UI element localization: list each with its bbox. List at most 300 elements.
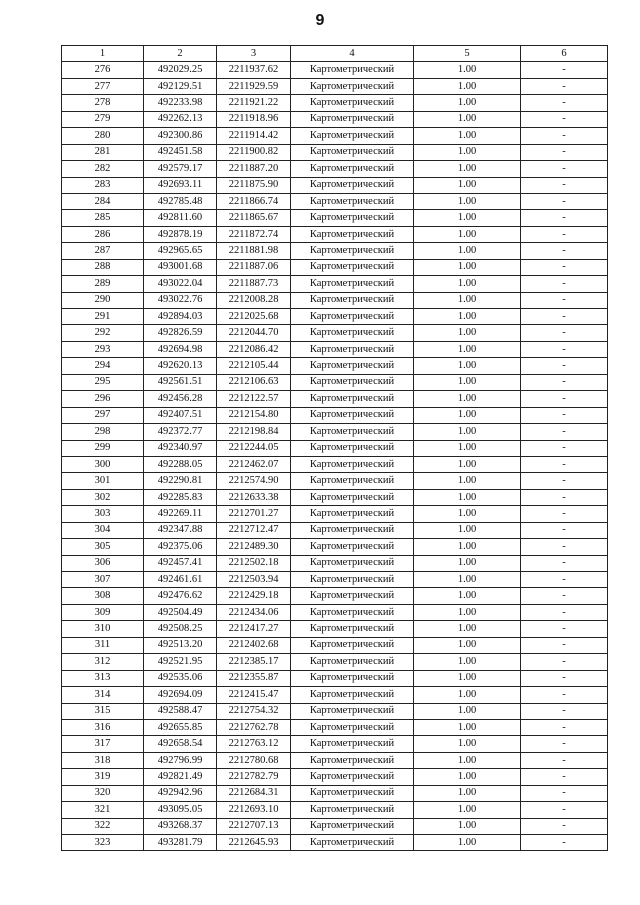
table-row [62, 407, 608, 423]
note-cell: - [521, 325, 608, 341]
x-coordinate-cell: 492694.09 [144, 687, 217, 703]
accuracy-cell: 1.00 [414, 177, 521, 193]
accuracy-cell: 1.00 [414, 621, 521, 637]
method-cell: Картометрический [291, 489, 414, 505]
method-cell: Картометрический [291, 719, 414, 735]
note-cell: - [521, 539, 608, 555]
table-row [62, 177, 608, 193]
y-coordinate-cell: 2212385.17 [217, 654, 291, 670]
point-number-cell: 304 [62, 522, 144, 538]
note-cell: - [521, 407, 608, 423]
y-coordinate-cell: 2211921.22 [217, 95, 291, 111]
point-number-cell: 280 [62, 128, 144, 144]
x-coordinate-cell: 492588.47 [144, 703, 217, 719]
point-number-cell: 303 [62, 506, 144, 522]
accuracy-cell: 1.00 [414, 802, 521, 818]
accuracy-cell: 1.00 [414, 687, 521, 703]
note-cell: - [521, 440, 608, 456]
note-cell: - [521, 259, 608, 275]
table-row [62, 128, 608, 144]
y-coordinate-cell: 2211865.67 [217, 210, 291, 226]
x-coordinate-cell: 492508.25 [144, 621, 217, 637]
note-cell: - [521, 341, 608, 357]
note-cell: - [521, 489, 608, 505]
accuracy-cell: 1.00 [414, 193, 521, 209]
x-coordinate-cell: 492457.41 [144, 555, 217, 571]
point-number-cell: 306 [62, 555, 144, 571]
x-coordinate-cell: 492561.51 [144, 374, 217, 390]
accuracy-cell: 1.00 [414, 407, 521, 423]
column-header: 3 [217, 46, 291, 62]
note-cell: - [521, 226, 608, 242]
accuracy-cell: 1.00 [414, 292, 521, 308]
method-cell: Картометрический [291, 358, 414, 374]
point-number-cell: 288 [62, 259, 144, 275]
table-row [62, 325, 608, 341]
x-coordinate-cell: 492655.85 [144, 719, 217, 735]
accuracy-cell: 1.00 [414, 670, 521, 686]
y-coordinate-cell: 2212574.90 [217, 473, 291, 489]
method-cell: Картометрический [291, 785, 414, 801]
table-row [62, 637, 608, 653]
note-cell: - [521, 177, 608, 193]
table-row [62, 835, 608, 851]
note-cell: - [521, 193, 608, 209]
method-cell: Картометрический [291, 259, 414, 275]
method-cell: Картометрический [291, 210, 414, 226]
note-cell: - [521, 391, 608, 407]
note-cell: - [521, 473, 608, 489]
method-cell: Картометрический [291, 539, 414, 555]
point-number-cell: 287 [62, 243, 144, 259]
y-coordinate-cell: 2212763.12 [217, 736, 291, 752]
table-row [62, 144, 608, 160]
y-coordinate-cell: 2212244.05 [217, 440, 291, 456]
y-coordinate-cell: 2212434.06 [217, 604, 291, 620]
column-header: 4 [291, 46, 414, 62]
table-row [62, 621, 608, 637]
method-cell: Картометрический [291, 177, 414, 193]
y-coordinate-cell: 2212429.18 [217, 588, 291, 604]
table-row [62, 358, 608, 374]
note-cell: - [521, 818, 608, 834]
x-coordinate-cell: 493022.04 [144, 276, 217, 292]
table-row [62, 210, 608, 226]
point-number-cell: 313 [62, 670, 144, 686]
accuracy-cell: 1.00 [414, 144, 521, 160]
table-row [62, 456, 608, 472]
point-number-cell: 293 [62, 341, 144, 357]
accuracy-cell: 1.00 [414, 506, 521, 522]
point-number-cell: 279 [62, 111, 144, 127]
method-cell: Картометрический [291, 243, 414, 259]
x-coordinate-cell: 492290.81 [144, 473, 217, 489]
accuracy-cell: 1.00 [414, 654, 521, 670]
note-cell: - [521, 687, 608, 703]
y-coordinate-cell: 2212008.28 [217, 292, 291, 308]
x-coordinate-cell: 492826.59 [144, 325, 217, 341]
table-row [62, 95, 608, 111]
x-coordinate-cell: 492620.13 [144, 358, 217, 374]
table-row [62, 588, 608, 604]
column-header: 2 [144, 46, 217, 62]
accuracy-cell: 1.00 [414, 637, 521, 653]
accuracy-cell: 1.00 [414, 703, 521, 719]
y-coordinate-cell: 2211887.73 [217, 276, 291, 292]
method-cell: Картометрический [291, 144, 414, 160]
x-coordinate-cell: 492372.77 [144, 424, 217, 440]
note-cell: - [521, 128, 608, 144]
point-number-cell: 305 [62, 539, 144, 555]
method-cell: Картометрический [291, 456, 414, 472]
table-row [62, 309, 608, 325]
y-coordinate-cell: 2212645.93 [217, 835, 291, 851]
point-number-cell: 320 [62, 785, 144, 801]
point-number-cell: 317 [62, 736, 144, 752]
point-number-cell: 282 [62, 161, 144, 177]
method-cell: Картометрический [291, 111, 414, 127]
table-row [62, 489, 608, 505]
method-cell: Картометрический [291, 835, 414, 851]
point-number-cell: 315 [62, 703, 144, 719]
method-cell: Картометрический [291, 341, 414, 357]
table-row [62, 424, 608, 440]
y-coordinate-cell: 2212154.80 [217, 407, 291, 423]
method-cell: Картометрический [291, 752, 414, 768]
method-cell: Картометрический [291, 161, 414, 177]
note-cell: - [521, 703, 608, 719]
accuracy-cell: 1.00 [414, 309, 521, 325]
point-number-cell: 318 [62, 752, 144, 768]
x-coordinate-cell: 492878.19 [144, 226, 217, 242]
y-coordinate-cell: 2212503.94 [217, 572, 291, 588]
method-cell: Картометрический [291, 407, 414, 423]
accuracy-cell: 1.00 [414, 259, 521, 275]
table-row [62, 259, 608, 275]
note-cell: - [521, 736, 608, 752]
note-cell: - [521, 144, 608, 160]
accuracy-cell: 1.00 [414, 736, 521, 752]
point-number-cell: 301 [62, 473, 144, 489]
accuracy-cell: 1.00 [414, 111, 521, 127]
note-cell: - [521, 670, 608, 686]
point-number-cell: 307 [62, 572, 144, 588]
method-cell: Картометрический [291, 62, 414, 78]
note-cell: - [521, 210, 608, 226]
point-number-cell: 314 [62, 687, 144, 703]
method-cell: Картометрический [291, 555, 414, 571]
x-coordinate-cell: 492694.98 [144, 341, 217, 357]
point-number-cell: 302 [62, 489, 144, 505]
note-cell: - [521, 637, 608, 653]
y-coordinate-cell: 2212355.87 [217, 670, 291, 686]
y-coordinate-cell: 2211875.90 [217, 177, 291, 193]
note-cell: - [521, 374, 608, 390]
table-row [62, 440, 608, 456]
y-coordinate-cell: 2211872.74 [217, 226, 291, 242]
x-coordinate-cell: 492347.88 [144, 522, 217, 538]
method-cell: Картометрический [291, 193, 414, 209]
accuracy-cell: 1.00 [414, 128, 521, 144]
y-coordinate-cell: 2212105.44 [217, 358, 291, 374]
method-cell: Картометрический [291, 473, 414, 489]
note-cell: - [521, 769, 608, 785]
table-row [62, 802, 608, 818]
y-coordinate-cell: 2211914.42 [217, 128, 291, 144]
note-cell: - [521, 719, 608, 735]
point-number-cell: 299 [62, 440, 144, 456]
column-header: 5 [414, 46, 521, 62]
accuracy-cell: 1.00 [414, 785, 521, 801]
note-cell: - [521, 785, 608, 801]
table-row [62, 522, 608, 538]
x-coordinate-cell: 493001.68 [144, 259, 217, 275]
table-row [62, 654, 608, 670]
x-coordinate-cell: 492942.96 [144, 785, 217, 801]
accuracy-cell: 1.00 [414, 276, 521, 292]
note-cell: - [521, 604, 608, 620]
method-cell: Картометрический [291, 391, 414, 407]
note-cell: - [521, 572, 608, 588]
table-row [62, 785, 608, 801]
x-coordinate-cell: 492796.99 [144, 752, 217, 768]
x-coordinate-cell: 492504.49 [144, 604, 217, 620]
x-coordinate-cell: 492965.65 [144, 243, 217, 259]
accuracy-cell: 1.00 [414, 473, 521, 489]
method-cell: Картометрический [291, 424, 414, 440]
note-cell: - [521, 292, 608, 308]
point-number-cell: 310 [62, 621, 144, 637]
x-coordinate-cell: 492288.05 [144, 456, 217, 472]
point-number-cell: 286 [62, 226, 144, 242]
point-number-cell: 311 [62, 637, 144, 653]
method-cell: Картометрический [291, 374, 414, 390]
point-number-cell: 289 [62, 276, 144, 292]
x-coordinate-cell: 492461.61 [144, 572, 217, 588]
table-row [62, 670, 608, 686]
y-coordinate-cell: 2211937.62 [217, 62, 291, 78]
y-coordinate-cell: 2211887.20 [217, 161, 291, 177]
note-cell: - [521, 78, 608, 94]
point-number-cell: 292 [62, 325, 144, 341]
table-row [62, 78, 608, 94]
method-cell: Картометрический [291, 621, 414, 637]
x-coordinate-cell: 492579.17 [144, 161, 217, 177]
column-header: 1 [62, 46, 144, 62]
point-number-cell: 276 [62, 62, 144, 78]
accuracy-cell: 1.00 [414, 456, 521, 472]
note-cell: - [521, 835, 608, 851]
method-cell: Картометрический [291, 604, 414, 620]
note-cell: - [521, 424, 608, 440]
note-cell: - [521, 95, 608, 111]
note-cell: - [521, 161, 608, 177]
table-header-row [62, 46, 608, 62]
y-coordinate-cell: 2212780.68 [217, 752, 291, 768]
method-cell: Картометрический [291, 670, 414, 686]
point-number-cell: 321 [62, 802, 144, 818]
table-row [62, 752, 608, 768]
x-coordinate-cell: 492456.28 [144, 391, 217, 407]
accuracy-cell: 1.00 [414, 818, 521, 834]
method-cell: Картометрический [291, 736, 414, 752]
accuracy-cell: 1.00 [414, 769, 521, 785]
table-row [62, 818, 608, 834]
y-coordinate-cell: 2212754.32 [217, 703, 291, 719]
y-coordinate-cell: 2212489.30 [217, 539, 291, 555]
x-coordinate-cell: 492894.03 [144, 309, 217, 325]
table-row [62, 341, 608, 357]
point-number-cell: 291 [62, 309, 144, 325]
y-coordinate-cell: 2211866.74 [217, 193, 291, 209]
method-cell: Картометрический [291, 95, 414, 111]
table-row [62, 687, 608, 703]
y-coordinate-cell: 2211900.82 [217, 144, 291, 160]
accuracy-cell: 1.00 [414, 835, 521, 851]
note-cell: - [521, 456, 608, 472]
table-row [62, 769, 608, 785]
method-cell: Картометрический [291, 325, 414, 341]
x-coordinate-cell: 492513.20 [144, 637, 217, 653]
accuracy-cell: 1.00 [414, 161, 521, 177]
method-cell: Картометрический [291, 128, 414, 144]
accuracy-cell: 1.00 [414, 555, 521, 571]
method-cell: Картометрический [291, 522, 414, 538]
method-cell: Картометрический [291, 687, 414, 703]
y-coordinate-cell: 2212633.38 [217, 489, 291, 505]
method-cell: Картометрический [291, 769, 414, 785]
accuracy-cell: 1.00 [414, 374, 521, 390]
y-coordinate-cell: 2212712.47 [217, 522, 291, 538]
y-coordinate-cell: 2211918.96 [217, 111, 291, 127]
point-number-cell: 312 [62, 654, 144, 670]
table-row [62, 391, 608, 407]
point-number-cell: 296 [62, 391, 144, 407]
note-cell: - [521, 752, 608, 768]
x-coordinate-cell: 492451.58 [144, 144, 217, 160]
accuracy-cell: 1.00 [414, 62, 521, 78]
accuracy-cell: 1.00 [414, 572, 521, 588]
y-coordinate-cell: 2212106.63 [217, 374, 291, 390]
accuracy-cell: 1.00 [414, 539, 521, 555]
point-number-cell: 284 [62, 193, 144, 209]
note-cell: - [521, 555, 608, 571]
y-coordinate-cell: 2212462.07 [217, 456, 291, 472]
y-coordinate-cell: 2212044.70 [217, 325, 291, 341]
column-header: 6 [521, 46, 608, 62]
table-row [62, 276, 608, 292]
point-number-cell: 295 [62, 374, 144, 390]
y-coordinate-cell: 2212417.27 [217, 621, 291, 637]
method-cell: Картометрический [291, 703, 414, 719]
method-cell: Картометрический [291, 226, 414, 242]
note-cell: - [521, 621, 608, 637]
x-coordinate-cell: 492811.60 [144, 210, 217, 226]
y-coordinate-cell: 2211881.98 [217, 243, 291, 259]
x-coordinate-cell: 493281.79 [144, 835, 217, 851]
point-number-cell: 300 [62, 456, 144, 472]
note-cell: - [521, 243, 608, 259]
accuracy-cell: 1.00 [414, 424, 521, 440]
accuracy-cell: 1.00 [414, 243, 521, 259]
point-number-cell: 283 [62, 177, 144, 193]
y-coordinate-cell: 2212198.84 [217, 424, 291, 440]
x-coordinate-cell: 492476.62 [144, 588, 217, 604]
point-number-cell: 319 [62, 769, 144, 785]
accuracy-cell: 1.00 [414, 489, 521, 505]
page-number: 9 [315, 12, 325, 29]
x-coordinate-cell: 492340.97 [144, 440, 217, 456]
point-number-cell: 309 [62, 604, 144, 620]
point-number-cell: 297 [62, 407, 144, 423]
accuracy-cell: 1.00 [414, 719, 521, 735]
y-coordinate-cell: 2212415.47 [217, 687, 291, 703]
table-row [62, 473, 608, 489]
y-coordinate-cell: 2212693.10 [217, 802, 291, 818]
y-coordinate-cell: 2212086.42 [217, 341, 291, 357]
point-number-cell: 290 [62, 292, 144, 308]
y-coordinate-cell: 2212701.27 [217, 506, 291, 522]
note-cell: - [521, 276, 608, 292]
table-row [62, 539, 608, 555]
x-coordinate-cell: 493268.37 [144, 818, 217, 834]
accuracy-cell: 1.00 [414, 752, 521, 768]
note-cell: - [521, 111, 608, 127]
y-coordinate-cell: 2212684.31 [217, 785, 291, 801]
table-row [62, 243, 608, 259]
method-cell: Картометрический [291, 78, 414, 94]
y-coordinate-cell: 2212502.18 [217, 555, 291, 571]
accuracy-cell: 1.00 [414, 210, 521, 226]
method-cell: Картометрический [291, 276, 414, 292]
note-cell: - [521, 522, 608, 538]
accuracy-cell: 1.00 [414, 95, 521, 111]
table-row [62, 374, 608, 390]
accuracy-cell: 1.00 [414, 391, 521, 407]
y-coordinate-cell: 2212122.57 [217, 391, 291, 407]
coordinates-table [61, 45, 608, 851]
point-number-cell: 285 [62, 210, 144, 226]
table-row [62, 703, 608, 719]
method-cell: Картометрический [291, 818, 414, 834]
x-coordinate-cell: 492535.06 [144, 670, 217, 686]
x-coordinate-cell: 492262.13 [144, 111, 217, 127]
point-number-cell: 308 [62, 588, 144, 604]
accuracy-cell: 1.00 [414, 588, 521, 604]
x-coordinate-cell: 492375.06 [144, 539, 217, 555]
table-row [62, 161, 608, 177]
x-coordinate-cell: 492407.51 [144, 407, 217, 423]
accuracy-cell: 1.00 [414, 325, 521, 341]
x-coordinate-cell: 493095.05 [144, 802, 217, 818]
x-coordinate-cell: 492693.11 [144, 177, 217, 193]
method-cell: Картометрический [291, 588, 414, 604]
table-row [62, 604, 608, 620]
x-coordinate-cell: 492785.48 [144, 193, 217, 209]
method-cell: Картометрический [291, 506, 414, 522]
table-body [62, 62, 608, 851]
y-coordinate-cell: 2211929.59 [217, 78, 291, 94]
x-coordinate-cell: 492521.95 [144, 654, 217, 670]
accuracy-cell: 1.00 [414, 226, 521, 242]
x-coordinate-cell: 492821.49 [144, 769, 217, 785]
method-cell: Картометрический [291, 802, 414, 818]
table-row [62, 555, 608, 571]
note-cell: - [521, 309, 608, 325]
method-cell: Картометрический [291, 309, 414, 325]
table-row [62, 572, 608, 588]
x-coordinate-cell: 492300.86 [144, 128, 217, 144]
